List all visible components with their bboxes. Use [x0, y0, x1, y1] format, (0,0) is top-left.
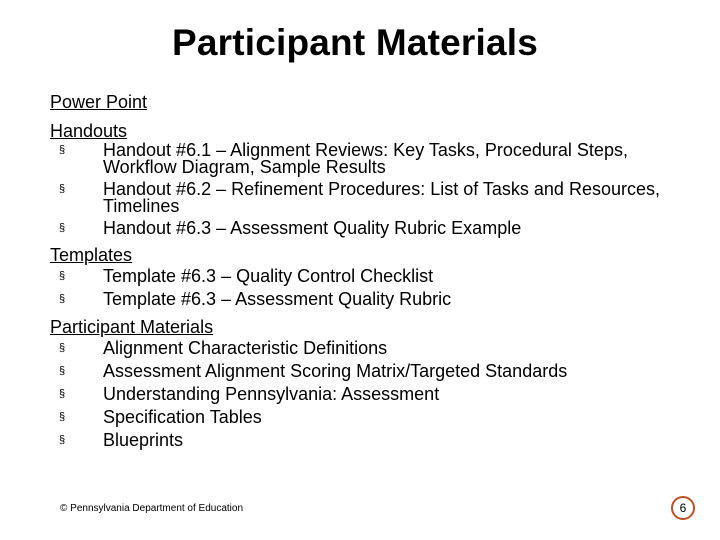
- item-text: Specification Tables: [103, 407, 262, 427]
- section-handouts: [50, 121, 700, 237]
- list-item: [50, 142, 700, 176]
- bullet-icon: §: [59, 411, 66, 423]
- page-number-badge: 6: [671, 496, 695, 520]
- footer-copyright: © Pennsylvania Department of Education: [60, 503, 244, 514]
- item-text: Handout #6.1 – Alignment Reviews: Key Tasks, Procedural Steps, Workflow Diagram, Sample Results: [103, 140, 628, 177]
- list-item: [50, 407, 700, 427]
- bullet-icon: §: [59, 293, 66, 305]
- section-heading-templates: Templates: [50, 245, 133, 265]
- slide-content: [50, 92, 700, 458]
- item-text: Blueprints: [103, 430, 184, 450]
- item-text: Handout #6.2 – Refinement Procedures: List of Tasks and Resources, Timelines: [103, 179, 660, 216]
- section-heading-handouts: Handouts: [50, 121, 128, 141]
- item-text: Handout #6.3 – Assessment Quality Rubric Example: [103, 218, 522, 238]
- bullet-icon: §: [59, 388, 66, 400]
- item-text: Understanding Pennsylvania: Assessment: [103, 384, 440, 404]
- section-participant-materials: [50, 317, 700, 450]
- slide-title: Participant Materials: [171, 22, 539, 63]
- bullet-icon: §: [59, 270, 66, 282]
- list-item: [50, 289, 700, 309]
- list-item: [50, 361, 700, 381]
- item-text: Alignment Characteristic Definitions: [103, 338, 388, 358]
- list-item: [50, 266, 700, 286]
- list-item: [50, 384, 700, 404]
- section-heading-participant-materials: Participant Materials: [50, 317, 214, 337]
- bullet-icon: §: [59, 365, 66, 377]
- section-power-point: [50, 92, 700, 113]
- bullet-icon: §: [59, 434, 66, 446]
- list-item: [50, 338, 700, 358]
- list-item: [50, 220, 700, 237]
- item-text: Template #6.3 – Assessment Quality Rubric: [103, 289, 452, 309]
- section-heading-power-point: Power Point: [50, 92, 148, 112]
- bullet-icon: §: [59, 342, 66, 354]
- list-item: [50, 181, 700, 215]
- bullet-icon: §: [59, 183, 66, 195]
- section-templates: [50, 245, 700, 309]
- item-text: Template #6.3 – Quality Control Checklist: [103, 266, 434, 286]
- bullet-icon: §: [59, 144, 66, 156]
- item-text: Assessment Alignment Scoring Matrix/Targeted Standards: [103, 361, 568, 381]
- bullet-icon: §: [59, 222, 66, 234]
- list-item: [50, 430, 700, 450]
